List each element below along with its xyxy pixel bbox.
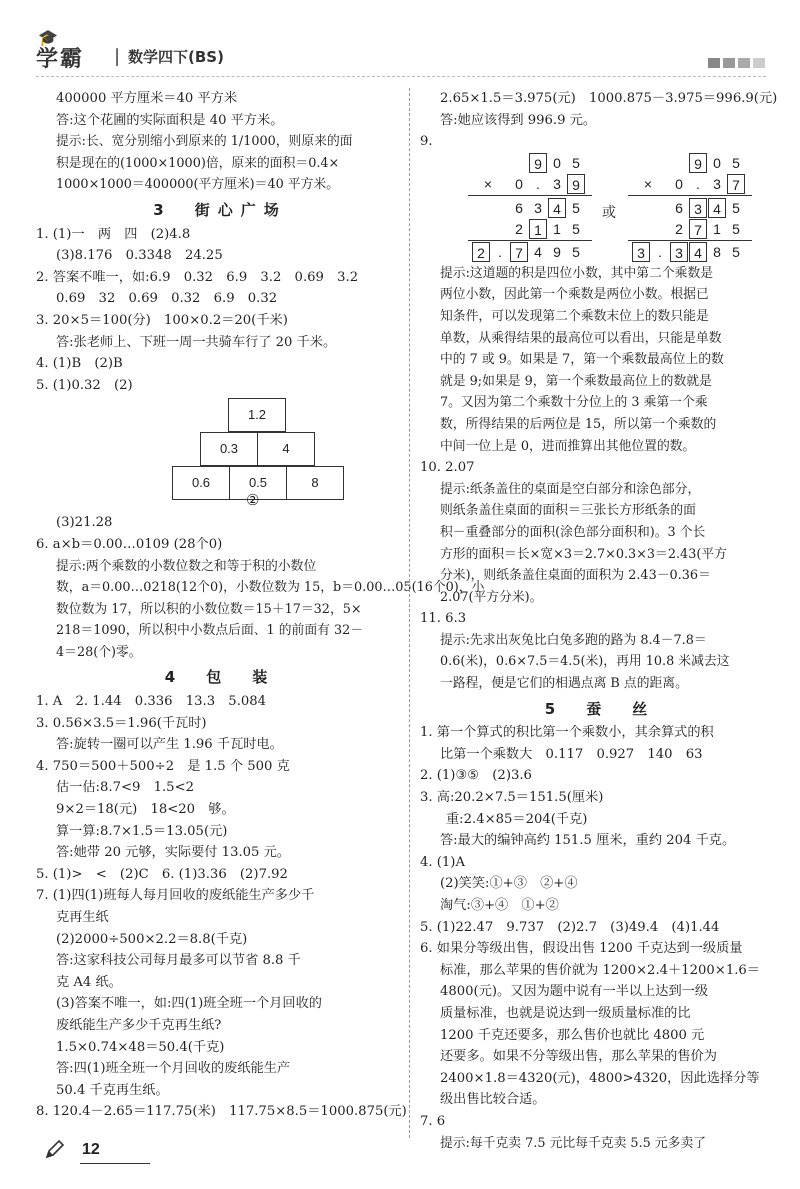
hint-line: 中的 7 或 9。如果是 7，第一个乘数最高位上的数: [440, 352, 724, 368]
hint-line: 数，所得结果的后两位是 15，所以第一个乘数的: [440, 416, 717, 432]
blank-box: 4: [689, 242, 707, 262]
or-label: 或: [602, 204, 616, 221]
answer-line: 重:2.4×85＝204(千克): [446, 811, 588, 827]
answer-line: 4. 750＝500＋500÷2 是 1.5 个 500 克: [36, 758, 290, 774]
answer-line: 答:这家科技公司每月最多可以节省 8.8 千: [56, 953, 301, 969]
answer-line: 2400×1.8＝4320(元)，4800>4320，因此选择分等: [440, 1070, 760, 1086]
answer-line: 废纸能生产多少千克再生纸?: [56, 1017, 222, 1033]
answer-line: 级出售比较合适。: [440, 1092, 546, 1108]
digit: ×: [643, 175, 653, 192]
answer-line: 6. a×b＝0.00…0109 (28个0): [36, 536, 223, 552]
digit: .: [498, 243, 502, 260]
page-header: [36, 28, 766, 72]
digit: .: [696, 175, 700, 192]
header-square-1: [708, 58, 720, 68]
hint-line: 就是 9;如果是 9，第一个乘数最高位上的数就是: [440, 373, 712, 389]
answer-line: 答:她带 20 元够，实际要付 13.05 元。: [56, 845, 290, 861]
hint-line: 4＝28(个)零。: [56, 644, 142, 660]
answer-line: 0.69 32 0.69 0.32 6.9 0.32: [56, 291, 278, 307]
answer-line: (2)笑笑:①+③ ②+④: [440, 876, 578, 892]
hint-line: 数位数为 17，所以积的小数位数＝15＋17＝32，5×: [56, 601, 362, 617]
answer-line: 50.4 千克再生纸。: [56, 1082, 169, 1098]
answer-line: (3)21.28: [56, 515, 113, 531]
blank-box: 2: [472, 242, 490, 262]
right-column: [420, 88, 780, 1154]
hint-line: 数，a＝0.00…0218(12个0)，小数位数为 15，b＝0.00…05(16个0)，小: [56, 580, 485, 596]
answer-line: 标准，那么苹果的售价就为 1200×2.4＋1200×1.6＝: [440, 962, 760, 978]
digit: 5: [572, 154, 580, 171]
answer-line: 1200 千克还要多，那么售价也就比 4800 元: [440, 1027, 705, 1043]
digit: 0: [675, 175, 683, 192]
hint-line: 中间一位上是 0，进而推算出其他位置的数。: [440, 438, 696, 454]
answer-line: 质量标准，也就是说达到一级质量标准的比: [440, 1005, 691, 1021]
pyramid-cell: 0.5: [229, 466, 287, 500]
digit: 0: [553, 154, 561, 171]
header-square-4: [753, 58, 765, 68]
blank-box: 3: [632, 242, 650, 262]
pyramid-cell: 1.2: [228, 398, 286, 432]
digit: 6: [515, 199, 523, 216]
digit: .: [658, 243, 662, 260]
hint-line: 方形的面积＝长×宽×3＝2.7×0.3×3＝2.43(平方: [440, 546, 727, 562]
digit: 5: [732, 154, 740, 171]
answer-line: 答:这个花圃的实际面积是 40 平方米。: [56, 112, 284, 128]
header-square-2: [723, 58, 735, 68]
answer-line: 400000 平方厘米＝40 平方米: [56, 91, 238, 106]
hint-line: 积－重叠部分的面积(涂色部分面积和)。3 个长: [440, 524, 706, 540]
answer-line: 9×2＝18(元) 18<20 够。: [56, 802, 235, 818]
answer-line: 7. 6: [420, 1113, 446, 1129]
section-title: 4 包 装: [164, 668, 276, 687]
rule-line: [628, 195, 752, 196]
hint-line: 2.07(平方分米)。: [440, 589, 543, 605]
pencil-icon: [44, 1138, 66, 1160]
blank-box: 7: [510, 242, 528, 262]
blank-box: 4: [708, 198, 726, 218]
hint-line: 提示:两个乘数的小数位数之和等于积的小数位: [56, 558, 317, 574]
digit: ×: [483, 175, 493, 192]
header-separator: |: [114, 46, 121, 67]
hint-line: 积是现在的(1000×1000)倍，原来的面积＝0.4×: [56, 155, 340, 171]
digit: 0: [515, 175, 523, 192]
answer-line: 3. 高:20.2×7.5＝151.5(厘米): [420, 790, 604, 806]
answer-line: 答:旋转一圈可以产生 1.96 千瓦时电。: [56, 737, 283, 753]
blank-box: 9: [567, 174, 585, 194]
grad-cap-icon: 🎓: [38, 28, 60, 47]
answer-line: 9.: [420, 134, 433, 150]
answer-line: 2.65×1.5＝3.975(元) 1000.875－3.975＝996.9(元): [440, 91, 778, 106]
digit: 5: [732, 220, 740, 237]
answer-line: 6. 如果分等级出售，假设出售 1200 千克达到一级质量: [420, 941, 743, 957]
hint-line: 0.6(米)，0.6×7.5＝4.5(米)，再用 10.8 米减去这: [440, 654, 730, 670]
blank-box: 9: [529, 153, 547, 173]
hint-line: 提示:先求出灰兔比白兔多跑的路为 8.4－7.8＝: [440, 632, 707, 648]
hint-line: 单数，从乘得结果的最高位可以看出，只能是单数: [440, 330, 722, 346]
digit: 2: [675, 220, 683, 237]
digit: 0: [713, 154, 721, 171]
digit: 4: [534, 243, 542, 260]
answer-line: 4800(元)。又因为题中说有一半以上达到一级: [440, 984, 709, 1000]
answer-line: 4. (1)B (2)B: [36, 356, 123, 372]
answer-line: 3. 20×5＝100(分) 100×0.2＝20(千米): [36, 312, 288, 328]
answer-line: 1. (1)一 两 四 (2)4.8: [36, 226, 191, 242]
blank-box: 1: [529, 219, 547, 239]
hint-line: 218＝1090，所以积中小数点后面、1 的前面有 32－: [56, 623, 364, 639]
answer-line: 4. (1)A: [420, 854, 465, 870]
answer-line: 算一算:8.7×1.5＝13.05(元): [56, 823, 228, 839]
digit: 5: [572, 243, 580, 260]
answer-line: 1. A 2. 1.44 0.336 13.3 5.084: [36, 694, 267, 710]
digit: 5: [732, 243, 740, 260]
blank-box: 4: [548, 198, 566, 218]
section-title: 3 街心广场: [153, 200, 287, 219]
hint-line: 7。又因为第二个乘数十分位上的 3 乘第一个乘: [440, 395, 708, 411]
hint-line: 一路程，便是它们的相遇点离 B 点的距离。: [440, 676, 688, 692]
header-square-3: [738, 58, 750, 68]
rule-line: [468, 195, 592, 196]
answer-line: 克 A4 纸。: [56, 974, 122, 990]
brand-logo: 🎓 学霸: [36, 28, 85, 72]
answer-line: 答:张老师上、下班一周一共骑车行了 20 千米。: [56, 334, 337, 350]
digit: 3: [713, 175, 721, 192]
answer-line: 估一估:8.7<9 1.5<2: [56, 780, 195, 796]
digit: 9: [553, 243, 561, 260]
pyramid-cell: 4: [257, 432, 315, 466]
digit: 3: [553, 175, 561, 192]
answer-line: 11. 6.3: [420, 611, 467, 627]
hint-line: 则纸条盖住桌面的面积＝三张长方形纸条的面: [440, 503, 696, 519]
blank-box: 7: [727, 174, 745, 194]
digit: 3: [534, 199, 542, 216]
answer-line: 8. 120.4－2.65＝117.75(米) 117.75×8.5＝1000.875(元): [36, 1104, 407, 1120]
rule-line: [628, 240, 752, 241]
digit: 1: [553, 220, 561, 237]
answer-line: 答:四(1)班全班一个月回收的废纸能生产: [56, 1061, 291, 1077]
answer-line: 2. 答案不唯一，如:6.9 0.32 6.9 3.2 0.69 3.2: [36, 269, 359, 285]
digit: 1: [713, 220, 721, 237]
answer-line: 1. 第一个算式的积比第一个乘数小，其余算式的积: [420, 725, 714, 741]
rule-line: [468, 240, 592, 241]
digit: 8: [713, 243, 721, 260]
answer-line: 7. (1)四(1)班每人每月回收的废纸能生产多少千: [36, 888, 315, 904]
digit: 2: [515, 220, 523, 237]
pyramid-cell: 0.6: [172, 466, 230, 500]
book-title: 数学四下(BS): [128, 48, 224, 66]
column-divider: [409, 88, 410, 1138]
digit: .: [536, 175, 540, 192]
figure-label: ②: [246, 491, 260, 510]
answer-line: 5. (1)0.32 (2): [36, 377, 133, 393]
blank-box: 7: [689, 219, 707, 239]
digit: 5: [572, 220, 580, 237]
answer-line: 10. 2.07: [420, 460, 475, 476]
blank-box: 3: [689, 198, 707, 218]
answer-line: 2. (1)③⑤ (2)3.6: [420, 768, 532, 784]
answer-line: 5. (1)> < (2)C 6. (1)3.36 (2)7.92: [36, 866, 288, 882]
digit: 6: [675, 199, 683, 216]
pyramid-cell: 0.3: [200, 432, 258, 466]
hint-line: 1000×1000＝400000(平方厘米)＝40 平方米。: [56, 177, 340, 193]
answer-line: 1.5×0.74×48＝50.4(千克): [56, 1039, 225, 1055]
hint-line: 提示:长、宽分别缩小到原来的 1/1000，则原来的面: [56, 134, 353, 150]
pyramid-cell: 8: [286, 466, 344, 500]
hint-line: 提示:这道题的积是四位小数，其中第二个乘数是: [440, 265, 714, 281]
digit: 5: [572, 199, 580, 216]
answer-line: 3. 0.56×3.5＝1.96(千瓦时): [36, 715, 207, 731]
multiplication-puzzles: [420, 153, 780, 263]
header-rule: [36, 76, 766, 77]
hint-line: 分米)，则纸条盖住桌面的面积为 2.43－0.36＝: [440, 568, 711, 584]
page-number: 12: [82, 1141, 100, 1158]
answer-line: 克再生纸: [56, 910, 109, 925]
hint-line: 提示:每千克卖 7.5 元比每千克卖 5.5 元多卖了: [440, 1135, 707, 1151]
section-title: 5 蚕 丝: [544, 699, 656, 718]
answer-line: 答:最大的编钟高约 151.5 厘米，重约 204 千克。: [440, 833, 736, 849]
hint-line: 知条件，可以发现第二个乘数末位上的数只能是: [440, 308, 709, 324]
answer-line: (2)2000÷500×2.2＝8.8(千克): [56, 931, 248, 947]
hint-line: 提示:纸条盖住的桌面是空白部分和涂色部分，: [440, 481, 701, 497]
answer-line: (3)8.176 0.3348 24.25: [56, 248, 223, 264]
digit: 5: [732, 199, 740, 216]
answer-line: 比第一个乘数大 0.117 0.927 140 63: [440, 746, 703, 762]
answer-line: 淘气:③+④ ①+②: [440, 898, 559, 913]
answer-line: 还要多。如果不分等级出售，那么苹果的售价为: [440, 1049, 717, 1065]
blank-box: 3: [670, 242, 688, 262]
answer-line: (3)答案不唯一，如:四(1)班全班一个月回收的: [56, 996, 322, 1012]
number-pyramid: [36, 398, 404, 510]
answer-line: 答:她应该得到 996.9 元。: [440, 112, 597, 128]
blank-box: 9: [689, 153, 707, 173]
footer-rule: [80, 1163, 150, 1164]
hint-line: 两位小数，因此第一个乘数是两位小数。根据已: [440, 287, 709, 303]
answer-line: 5. (1)22.47 9.737 (2)2.7 (3)49.4 (4)1.44: [420, 919, 720, 935]
